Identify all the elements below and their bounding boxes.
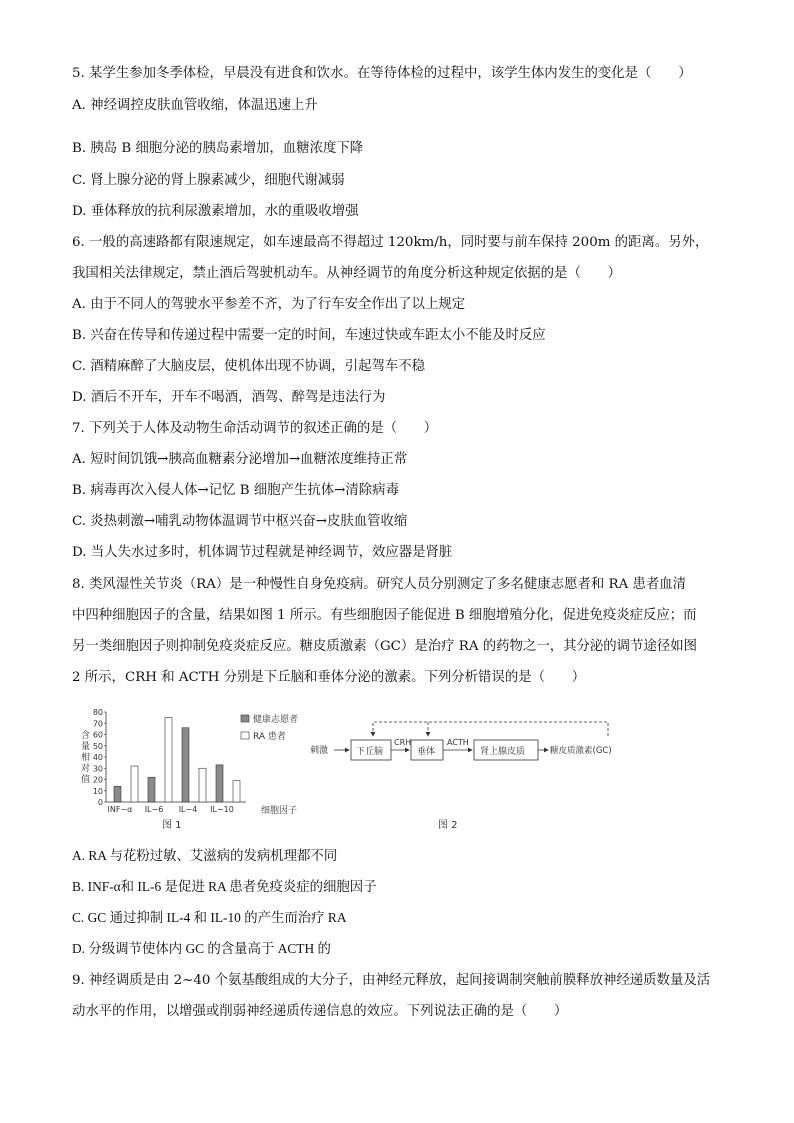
adrenal-cortex-label: 肾上腺皮质 (480, 747, 526, 757)
figure-2 (308, 716, 638, 832)
y-axis-label-char: 值 (81, 775, 91, 785)
figure-1 (78, 706, 318, 832)
bar-healthy-3 (216, 765, 223, 802)
q6-stem-line1: 6. 一般的高速路都有限速规定，如车速最高不得超过 120km/h，同时要与前车保持 200m 的距离。另外， (72, 235, 709, 250)
y-tick-label: 50 (92, 741, 103, 751)
figure-2-diagram (308, 716, 638, 806)
q5-stem: 5. 某学生参加冬季体检，早晨没有进食和饮水。在等待体检的过程中，该学生体内发生的变化是（ ） (72, 66, 692, 81)
q7-option-d: D. 当人失水过多时，机体调节过程就是神经调节，效应器是肾脏 (72, 545, 453, 560)
y-tick-label: 70 (92, 719, 103, 729)
legend-ra-label: RA 患者 (253, 732, 286, 742)
x-tick-label: IL−6 (144, 805, 164, 814)
q7-option-a: A. 短时间饥饿→胰高血糖素分泌增加→血糖浓度维持正常 (72, 452, 408, 467)
bar-ra-1 (165, 718, 172, 802)
y-tick-label: 30 (92, 764, 103, 774)
y-axis-label-char: 量 (81, 742, 91, 752)
legend-healthy-label: 健康志愿者 (253, 715, 299, 725)
q5-option-b: B. 胰岛 B 细胞分泌的胰岛素增加，血糖浓度下降 (72, 141, 364, 156)
q8-stem-line4: 2 所示，CRH 和 ACTH 分别是下丘脑和垂体分泌的激素。下列分析错误的是（ ） (72, 670, 586, 685)
x-ticks (108, 805, 234, 814)
y-axis-label-char: 相 (81, 753, 91, 763)
q6-option-a: A. 由于不同人的驾驶水平参差不齐，为了行车安全作出了以上规定 (72, 297, 466, 312)
y-tick-label: 60 (92, 730, 103, 740)
bar-ra-0 (131, 766, 138, 802)
q9-stem-line2: 动水平的作用，以增强或削弱神经递质传递信息的效应。下列说法正确的是（ ） (72, 1004, 568, 1019)
y-tick-label: 0 (97, 798, 103, 807)
q7-option-c: C. 炎热刺激→哺乳动物体温调节中枢兴奋→皮肤血管收缩 (72, 514, 408, 529)
y-tick-label: 80 (92, 708, 103, 717)
q6-option-d: D. 酒后不开车，开车不喝酒，酒驾、醉驾是违法行为 (72, 390, 386, 405)
x-tick-label: INF−α (107, 805, 133, 814)
q5-option-d: D. 垂体释放的抗利尿激素增加，水的重吸收增强 (72, 204, 359, 219)
q7-stem: 7. 下列关于人体及动物生命活动调节的叙述正确的是（ ） (72, 421, 438, 436)
gc-label: 糖皮质激素(GC) (550, 746, 612, 756)
q8-stem-line3: 另一类细胞因子则抑制免疫炎症反应。糖皮质激素（GC）是治疗 RA 的药物之一，其分泌的调节途径如图 (72, 639, 698, 654)
bar-healthy-0 (114, 786, 121, 802)
figure-1-chart (78, 706, 318, 814)
q8-option-a: A. RA 与花粉过敏、艾滋病的发病机理都不同 (72, 848, 338, 863)
bar-ra-2 (199, 768, 206, 802)
bars (114, 718, 240, 802)
q8-stem-line1: 8. 类风湿性关节炎（RA）是一种慢性自身免疫病。研究人员分别测定了多名健康志愿者和 RA 患者血清 (72, 577, 687, 592)
figure-2-caption: 图 2 (438, 820, 458, 831)
pituitary-label: 垂体 (417, 747, 436, 757)
q7-option-b: B. 病毒再次入侵人体→记忆 B 细胞产生抗体→清除病毒 (72, 483, 399, 498)
q8-option-c: C. GC 通过抑制 IL-4 和 IL-10 的产生而治疗 RA (72, 910, 347, 925)
feedback-line-top (373, 722, 608, 736)
q5-option-a: A. 神经调控皮肤血管收缩，体温迅速上升 (72, 98, 318, 113)
y-axis-label-char: 对 (81, 764, 91, 774)
crh-label: CRH (394, 738, 412, 747)
bar-ra-3 (233, 781, 240, 802)
x-axis-label: 细胞因子 (261, 806, 298, 814)
y-axis-label (81, 729, 90, 785)
q8-option-d: D. 分级调节使体内 GC 的含量高于 ACTH 的 (72, 941, 331, 956)
q6-stem-line2: 我国相关法律规定，禁止酒后驾驶机动车。从神经调节的角度分析这种规定依据的是（ ） (72, 266, 622, 281)
y-axis-label-char: 含 (81, 731, 91, 741)
stimulus-label: 刺激 (310, 746, 329, 756)
bar-healthy-1 (148, 777, 155, 802)
q9-stem-line1: 9. 神经调质是由 2~40 个氨基酸组成的大分子，由神经元释放，起间接调制突触前膜释放神经递质数量及活 (72, 973, 711, 988)
legend-ra-swatch (241, 732, 249, 739)
y-ticks (93, 708, 106, 807)
hypothalamus-label: 下丘脑 (356, 747, 384, 757)
y-tick-label: 20 (92, 775, 103, 785)
x-tick-label: IL−10 (210, 805, 234, 814)
bar-healthy-2 (182, 728, 189, 802)
acth-label: ACTH (447, 738, 469, 747)
y-tick-label: 40 (92, 753, 103, 762)
x-tick-label: IL−4 (178, 805, 198, 814)
q6-option-c: C. 酒精麻醉了大脑皮层，使机体出现不协调，引起驾车不稳 (72, 359, 426, 374)
q5-option-c: C. 肾上腺分泌的肾上腺素减少，细胞代谢减弱 (72, 173, 345, 188)
figure-1-caption: 图 1 (162, 820, 182, 831)
y-tick-label: 10 (92, 786, 103, 796)
q8-option-b: B. INF-α和 IL-6 是促进 RA 患者免疫炎症的细胞因子 (72, 879, 377, 894)
legend-healthy-swatch (241, 715, 249, 722)
q8-stem-line2: 中四种细胞因子的含量，结果如图 1 所示。有些细胞因子能促进 B 细胞增殖分化，促进免疫炎症反应；而 (72, 608, 697, 623)
q6-option-b: B. 兴奋在传导和传递过程中需要一定的时间，车速过快或车距太小不能及时反应 (72, 328, 546, 343)
